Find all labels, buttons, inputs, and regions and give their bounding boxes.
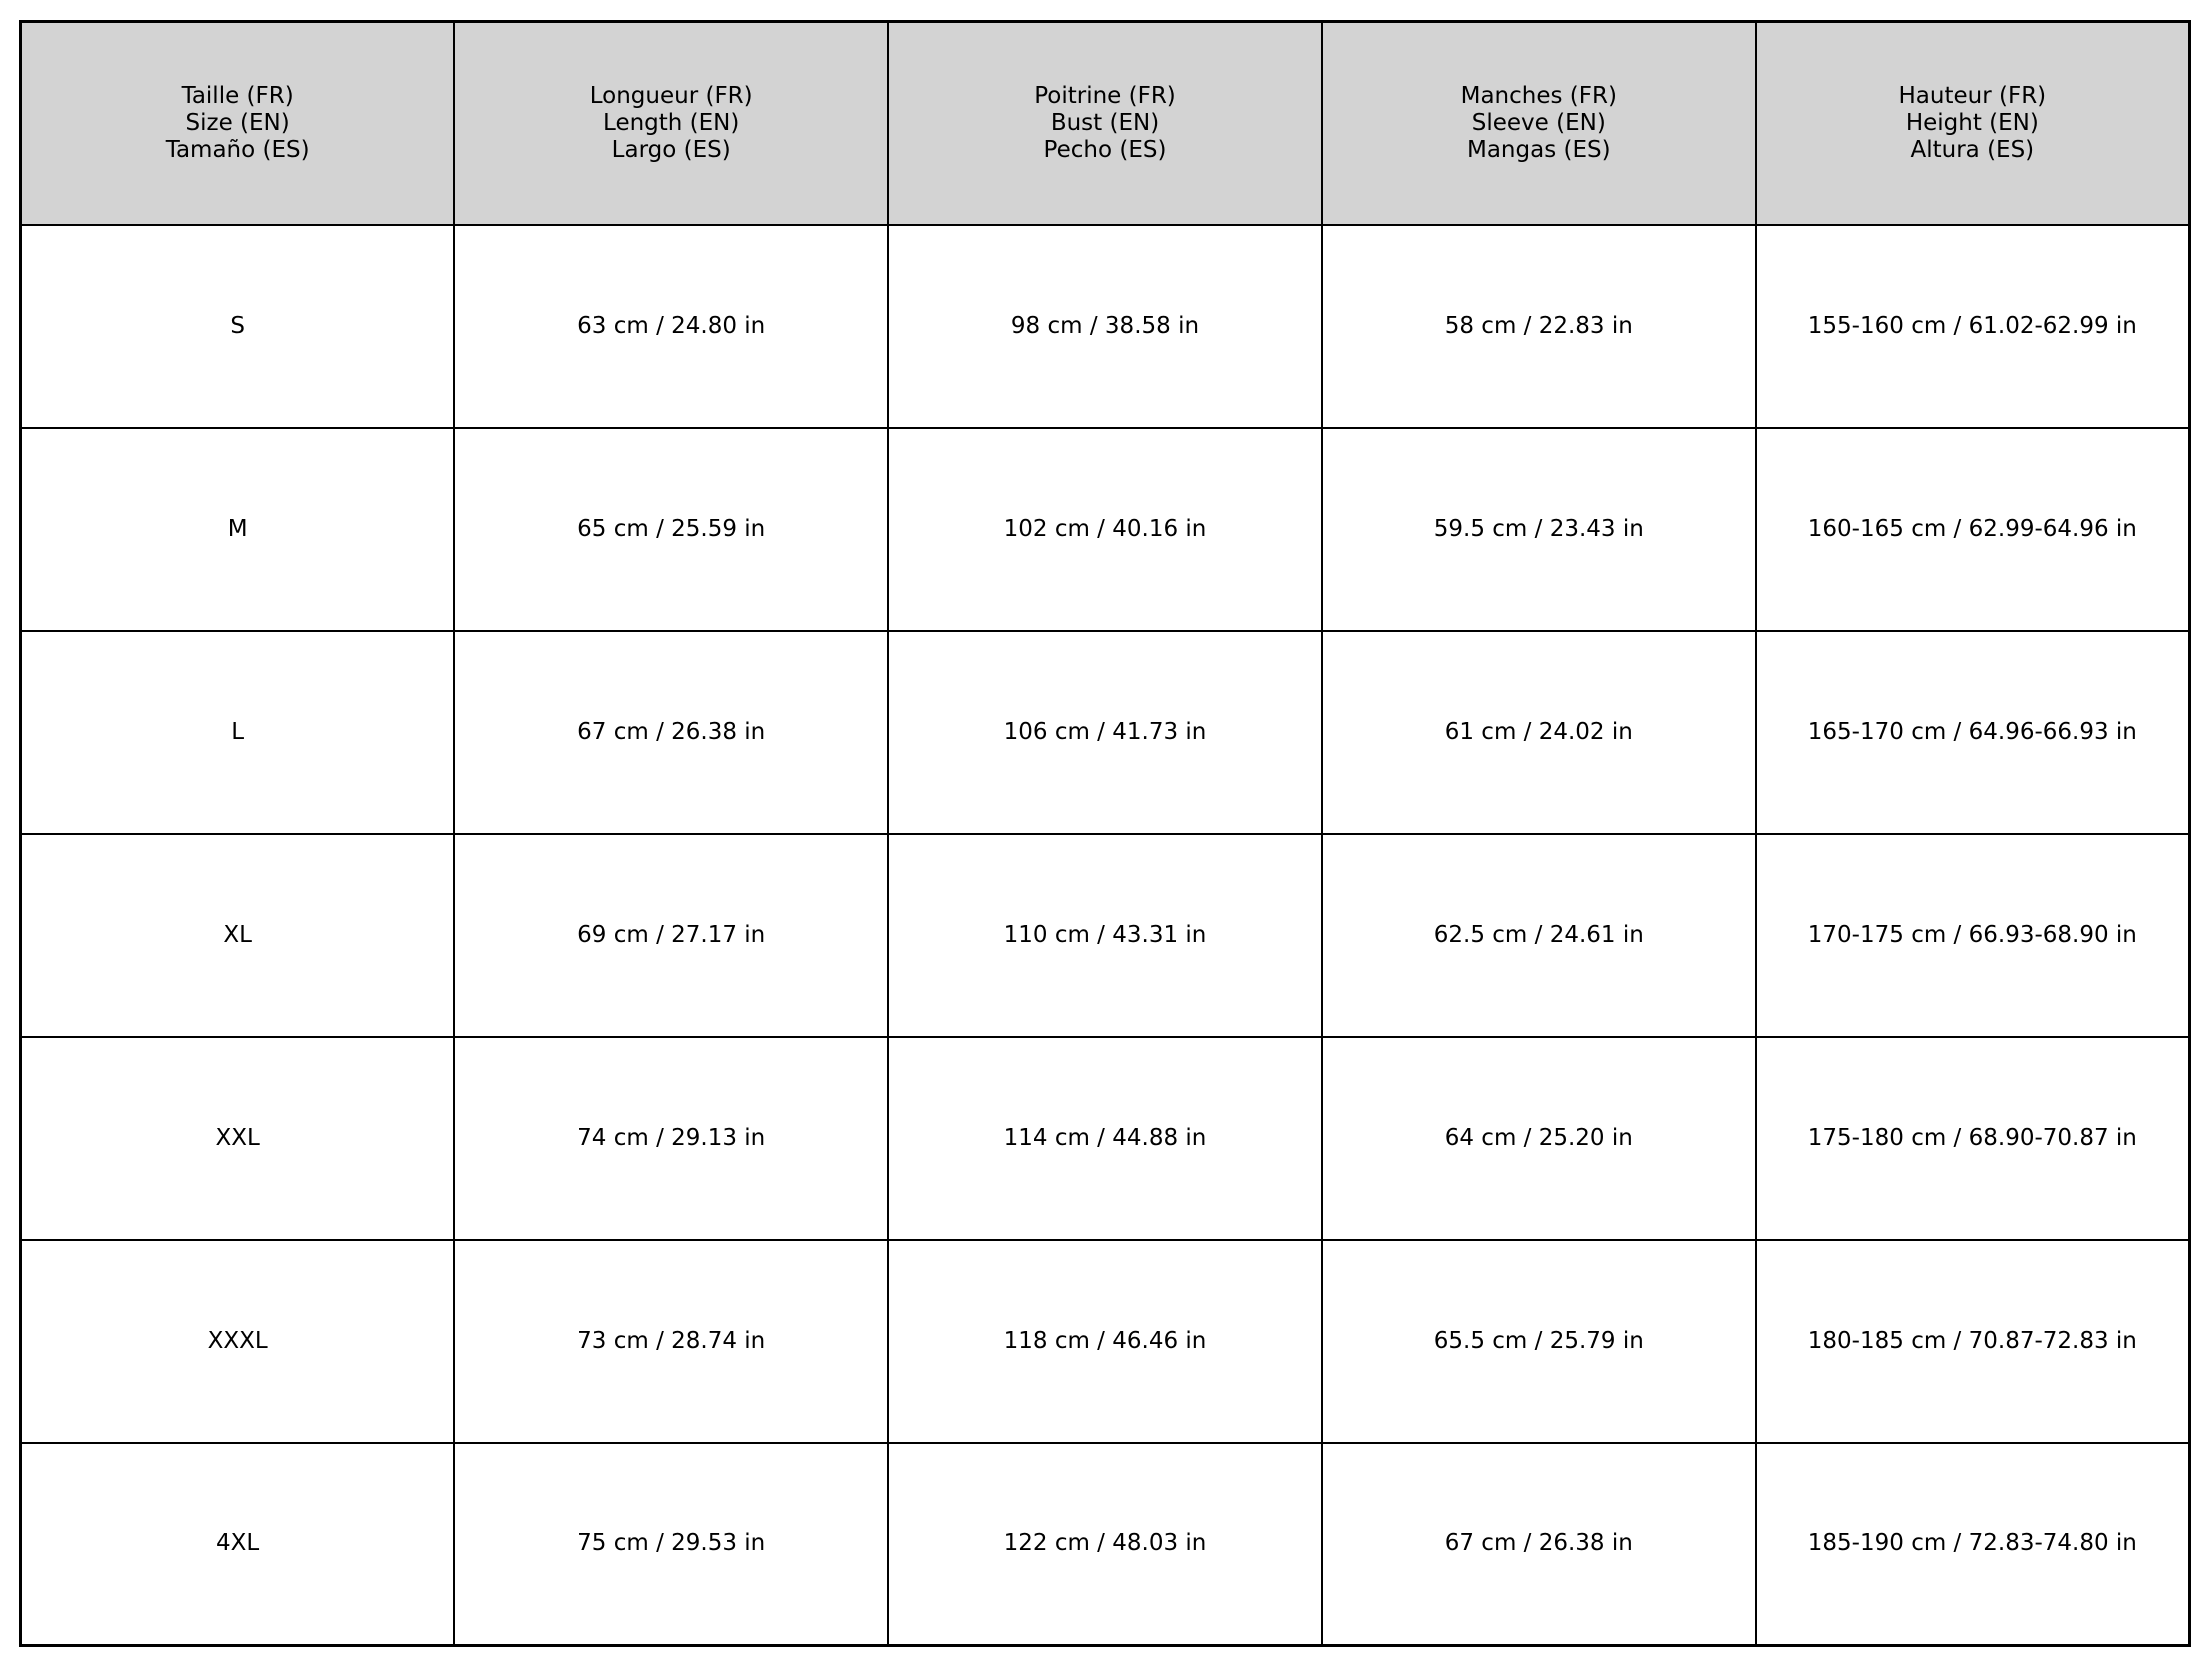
bust-cell: 118 cm / 46.46 in [888,1240,1322,1443]
header-size-en: Size (EN) [185,109,290,136]
height-cell: 170-175 cm / 66.93-68.90 in [1756,834,2190,1037]
height-cell: 155-160 cm / 61.02-62.99 in [1756,225,2190,428]
length-cell: 69 cm / 27.17 in [454,834,888,1037]
header-length-en: Length (EN) [603,109,740,136]
header-bust-es: Pecho (ES) [1043,136,1167,163]
height-cell: 180-185 cm / 70.87-72.83 in [1756,1240,2190,1443]
header-bust [888,22,1322,225]
header-row [21,22,2190,225]
header-size-fr: Taille (FR) [181,82,294,109]
sleeve-cell: 58 cm / 22.83 in [1322,225,1756,428]
header-length [454,22,888,225]
header-height-fr: Hauteur (FR) [1898,82,2047,109]
length-cell: 67 cm / 26.38 in [454,631,888,834]
header-height-es: Altura (ES) [1910,136,2035,163]
header-sleeve [1322,22,1756,225]
header-sleeve-es: Mangas (ES) [1466,136,1611,163]
header-height [1756,22,2190,225]
table-row [21,1037,2190,1240]
header-length-es: Largo (ES) [611,136,731,163]
height-cell: 165-170 cm / 64.96-66.93 in [1756,631,2190,834]
sleeve-cell: 67 cm / 26.38 in [1322,1443,1756,1646]
table-row [21,631,2190,834]
bust-cell: 114 cm / 44.88 in [888,1037,1322,1240]
header-length-fr: Longueur (FR) [589,82,753,109]
header-size [21,22,455,225]
height-cell: 160-165 cm / 62.99-64.96 in [1756,428,2190,631]
sleeve-cell: 62.5 cm / 24.61 in [1322,834,1756,1037]
length-cell: 74 cm / 29.13 in [454,1037,888,1240]
size-cell: XXXL [21,1240,455,1443]
table-row [21,428,2190,631]
size-cell: XL [21,834,455,1037]
length-cell: 65 cm / 25.59 in [454,428,888,631]
header-size-es: Tamaño (ES) [165,136,310,163]
header-bust-fr: Poitrine (FR) [1034,82,1176,109]
sleeve-cell: 64 cm / 25.20 in [1322,1037,1756,1240]
header-sleeve-en: Sleeve (EN) [1471,109,1606,136]
sleeve-cell: 59.5 cm / 23.43 in [1322,428,1756,631]
length-cell: 73 cm / 28.74 in [454,1240,888,1443]
table-row [21,834,2190,1037]
size-cell: XXL [21,1037,455,1240]
size-cell: S [21,225,455,428]
size-cell: M [21,428,455,631]
height-cell: 175-180 cm / 68.90-70.87 in [1756,1037,2190,1240]
length-cell: 63 cm / 24.80 in [454,225,888,428]
height-cell: 185-190 cm / 72.83-74.80 in [1756,1443,2190,1646]
bust-cell: 98 cm / 38.58 in [888,225,1322,428]
bust-cell: 106 cm / 41.73 in [888,631,1322,834]
table-row [21,225,2190,428]
table-row [21,1443,2190,1646]
size-cell: L [21,631,455,834]
size-chart-table [19,20,2191,1647]
bust-cell: 110 cm / 43.31 in [888,834,1322,1037]
size-cell: 4XL [21,1443,455,1646]
length-cell: 75 cm / 29.53 in [454,1443,888,1646]
header-bust-en: Bust (EN) [1050,109,1160,136]
table-row [21,1240,2190,1443]
header-height-en: Height (EN) [1905,109,2039,136]
bust-cell: 102 cm / 40.16 in [888,428,1322,631]
sleeve-cell: 61 cm / 24.02 in [1322,631,1756,834]
sleeve-cell: 65.5 cm / 25.79 in [1322,1240,1756,1443]
header-sleeve-fr: Manches (FR) [1460,82,1617,109]
bust-cell: 122 cm / 48.03 in [888,1443,1322,1646]
